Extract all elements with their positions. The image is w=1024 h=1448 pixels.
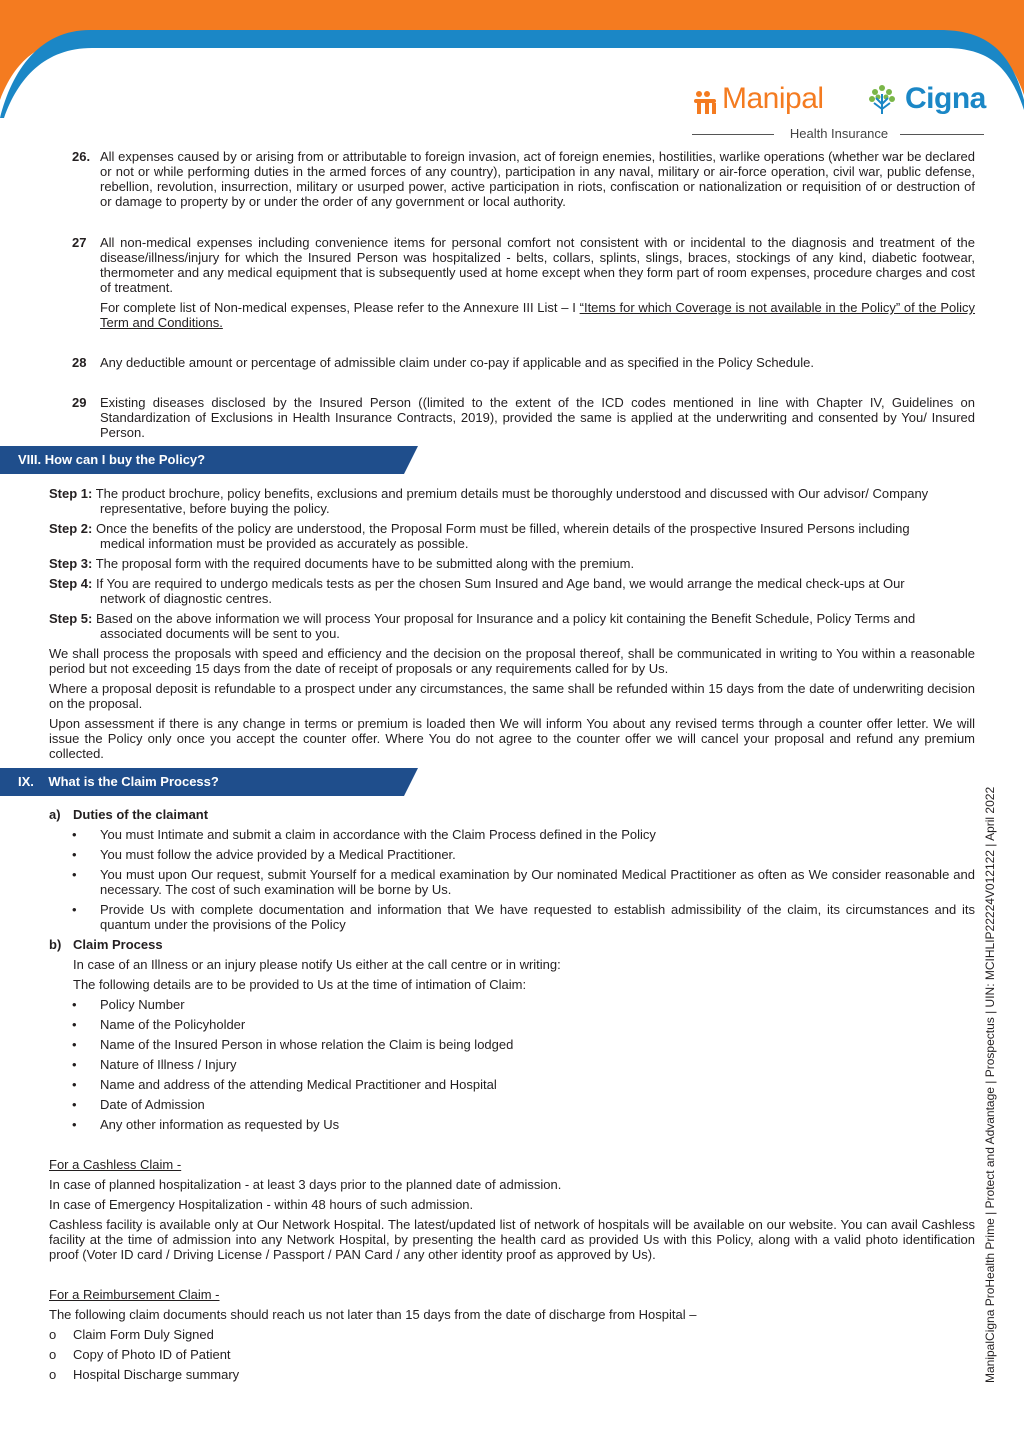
exclusion-item-29: [72, 395, 975, 440]
manipal-cigna-logo: [692, 82, 984, 142]
step-text: Based on the above information we will process Your proposal for Insurance and a policy kit containing the Benefit Schedule, Policy Terms and: [95, 611, 916, 626]
logo-rule-left: [692, 134, 774, 135]
step-text-continued: associated documents will be sent to you.: [100, 626, 340, 641]
cashless-facility-paragraph: Cashless facility is available only at Our Network Hospital. The latest/updated list of network of hospitals will be available on our website. You can avail Cashless facility at the time of admission into any Network Hospital, by presenting the health card as provided Us with this Policy, along with a valid photo identification proof (Voter ID card / Driving License / Passport / PAN Card / any other identity proof as approved by Us).: [49, 1217, 975, 1262]
step-text: Once the benefits of the policy are understood, the Proposal Form must be filled, wherein details of the prospective Insured Persons including: [95, 521, 910, 536]
step-text-continued: network of diagnostic centres.: [100, 591, 272, 606]
bullet-icon: •: [72, 997, 77, 1012]
claim-detail-item: [72, 1117, 975, 1132]
reimbursement-claim-heading: For a Reimbursement Claim -: [49, 1287, 220, 1302]
claim-detail-text: Name and address of the attending Medical Practitioner and Hospital: [100, 1077, 497, 1092]
duty-item: [72, 827, 975, 842]
claim-detail-text: Name of the Policyholder: [100, 1017, 246, 1032]
duty-item: [72, 902, 975, 932]
exclusion-item-28: [72, 355, 975, 370]
duties-label: a): [49, 807, 61, 822]
exclusion-item-26: [72, 149, 975, 209]
exclusion-text: Existing diseases disclosed by the Insured Person ((limited to the extent of the ICD codes mentioned in line with Chapter IV, Guidelines on Standardization of Exclusions in Health Insurance Contracts, 2019), provided the same is applied at the underwriting and consented by You/ Insured Person.: [100, 395, 975, 440]
duty-text: You must follow the advice provided by a Medical Practitioner.: [100, 847, 456, 862]
step-text-continued: medical information must be provided as accurately as possible.: [100, 536, 469, 551]
section-ix-title: IX. What is the Claim Process?: [18, 774, 219, 789]
duty-item: [72, 847, 975, 862]
reimbursement-doc-text: Hospital Discharge summary: [73, 1367, 240, 1382]
buy-step-4: [49, 576, 975, 606]
step-label: Step 4:: [49, 576, 93, 591]
bullet-icon: •: [72, 1017, 77, 1032]
claim-detail-item: [72, 1097, 975, 1112]
duty-text: You must Intimate and submit a claim in accordance with the Claim Process defined in the Policy: [100, 827, 656, 842]
reimbursement-doc-text: Claim Form Duly Signed: [73, 1327, 214, 1342]
buy-step-5: [49, 611, 975, 641]
bullet-icon: •: [72, 867, 77, 882]
bullet-icon: •: [72, 1097, 77, 1112]
circle-bullet-icon: o: [49, 1347, 57, 1362]
claim-detail-item: [72, 1037, 975, 1052]
buy-step-1: [49, 486, 975, 516]
proposal-deposit-paragraph: Where a proposal deposit is refundable to a prospect under any circumstances, the same shall be refunded within 15 days from the date of underwriting decision on the proposal.: [49, 681, 975, 711]
step-label: Step 1:: [49, 486, 93, 501]
claim-intro-notify: In case of an Illness or an injury please notify Us either at the call centre or in writing:: [73, 957, 561, 972]
claim-detail-text: Policy Number: [100, 997, 185, 1012]
duties-title: Duties of the claimant: [73, 807, 209, 822]
duty-text: You must upon Our request, submit Yourself for a medical examination by Our nominated Medical Practitioner as often as We consider reasonable and necessary. The cost of such examination will be borne by Us.: [100, 867, 975, 897]
bullet-icon: •: [72, 1077, 77, 1092]
bullet-icon: •: [72, 902, 77, 917]
reimbursement-doc-text: Copy of Photo ID of Patient: [73, 1347, 231, 1362]
annexure-reference-link[interactable]: “Items for which Coverage is not available in the Policy” of the Policy Term and Conditions.: [100, 300, 976, 330]
bullet-icon: •: [72, 827, 77, 842]
logo-subtitle-text: Health Insurance: [776, 126, 902, 142]
step-label: Step 3:: [49, 556, 93, 571]
exclusion-text: Any deductible amount or percentage of admissible claim under co-pay if applicable and as specified in the Policy Schedule.: [100, 355, 814, 370]
exclusion-number: 28: [72, 355, 87, 370]
reimbursement-intro: The following claim documents should reach us not later than 15 days from the date of discharge from Hospital –: [49, 1307, 697, 1322]
claim-intro-details: The following details are to be provided to Us at the time of intimation of Claim:: [73, 977, 527, 992]
bullet-icon: •: [72, 1117, 77, 1132]
step-text-continued: representative, before buying the policy.: [100, 501, 330, 516]
bullet-icon: •: [72, 1057, 77, 1072]
buy-step-2: [49, 521, 975, 551]
exclusion-number: 29: [72, 395, 87, 410]
section-viii-title: VIII. How can I buy the Policy?: [18, 452, 206, 467]
step-label: Step 5:: [49, 611, 93, 626]
logo-subtitle: [692, 126, 984, 142]
duty-item: [72, 867, 975, 897]
cashless-planned-line: In case of planned hospitalization - at least 3 days prior to the planned date of admission.: [49, 1177, 562, 1192]
claim-detail-text: Name of the Insured Person in whose relation the Claim is being lodged: [100, 1037, 514, 1052]
claim-detail-text: Any other information as requested by Us: [100, 1117, 340, 1132]
step-text: The product brochure, policy benefits, exclusions and premium details must be thoroughly understood and discussed with Our advisor/ Company: [95, 486, 929, 501]
buy-step-3: [49, 556, 975, 571]
claim-detail-item: [72, 1077, 975, 1092]
exclusion-note-prefix: For complete list of Non-medical expenses, Please refer to the Annexure III List – I: [100, 300, 580, 315]
exclusion-note: [100, 300, 975, 330]
exclusion-number: 26.: [72, 149, 91, 164]
side-document-reference: ManipalCigna ProHealth Prime | Protect and Advantage | Prospectus | UIN: MCIHLIP22224V012122 | April 2022: [983, 786, 997, 1383]
step-label: Step 2:: [49, 521, 93, 536]
step-text: If You are required to undergo medicals tests as per the chosen Sum Insured and Age band, we would arrange the medical check-ups at Our: [95, 576, 905, 591]
proposal-processing-paragraph: We shall process the proposals with speed and efficiency and the decision on the proposal thereof, shall be communicated in writing to You within a reasonable period but not exceeding 15 days from the date of receipt of proposals or any requirements called for by Us.: [49, 646, 975, 676]
logo-rule-right: [900, 134, 984, 135]
exclusion-item-27: [72, 235, 975, 330]
claim-detail-text: Date of Admission: [100, 1097, 205, 1112]
claim-detail-item: [72, 1057, 975, 1072]
exclusion-number: 27: [72, 235, 87, 250]
claim-detail-item: [72, 1017, 975, 1032]
claim-detail-item: [72, 997, 975, 1012]
step-text: The proposal form with the required documents have to be submitted along with the premium.: [95, 556, 635, 571]
bullet-icon: •: [72, 1037, 77, 1052]
cashless-emergency-line: In case of Emergency Hospitalization - within 48 hours of such admission.: [49, 1197, 474, 1212]
circle-bullet-icon: o: [49, 1327, 57, 1342]
cigna-tree-icon: [868, 84, 896, 116]
manipal-people-icon: [692, 88, 720, 116]
logo-manipal-text: Manipal: [722, 82, 824, 115]
duty-text: Provide Us with complete documentation and information that We have requested to establish admissibility of the claim, its circumstances and its quantum under the provisions of the Policy: [100, 902, 975, 932]
claim-detail-text: Nature of Illness / Injury: [100, 1057, 237, 1072]
cashless-claim-heading: For a Cashless Claim -: [49, 1157, 182, 1172]
claim-process-title: Claim Process: [73, 937, 163, 952]
circle-bullet-icon: o: [49, 1367, 57, 1382]
logo-cigna-text: Cigna: [905, 82, 986, 115]
counter-offer-paragraph: Upon assessment if there is any change in terms or premium is loaded then We will inform You about any revised terms through a counter offer letter. We will issue the Policy only once you accept the counter offer. Where You do not agree to the counter offer we will cancel your proposal and refund any premium collected.: [49, 716, 975, 761]
exclusion-text: All expenses caused by or arising from or attributable to foreign invasion, act of foreign enemies, hostilities, warlike operations (whether war be declared or not or while performing duties in the armed forces of any country), participation in any naval, military or air-force operation, civil war, public defense, rebellion, revolution, insurrection, military or usurped power, active participation in riots, confiscation or nationalization or requisition of or destruction of or damage to property by or under the order of any government or local authority.: [100, 149, 975, 209]
claim-process-label: b): [49, 937, 62, 952]
bullet-icon: •: [72, 847, 77, 862]
exclusion-text: All non-medical expenses including convenience items for personal comfort not consistent with or incidental to the diagnosis and treatment of the disease/illness/injury for which the Insured Person was hospitalized - belts, collars, splints, slings, braces, stockings of any kind, diabetic footwear, thermometer and any medical equipment that is subsequently used at home except when they form part of room expenses, procedure charges and cost of treatment.: [100, 235, 975, 295]
